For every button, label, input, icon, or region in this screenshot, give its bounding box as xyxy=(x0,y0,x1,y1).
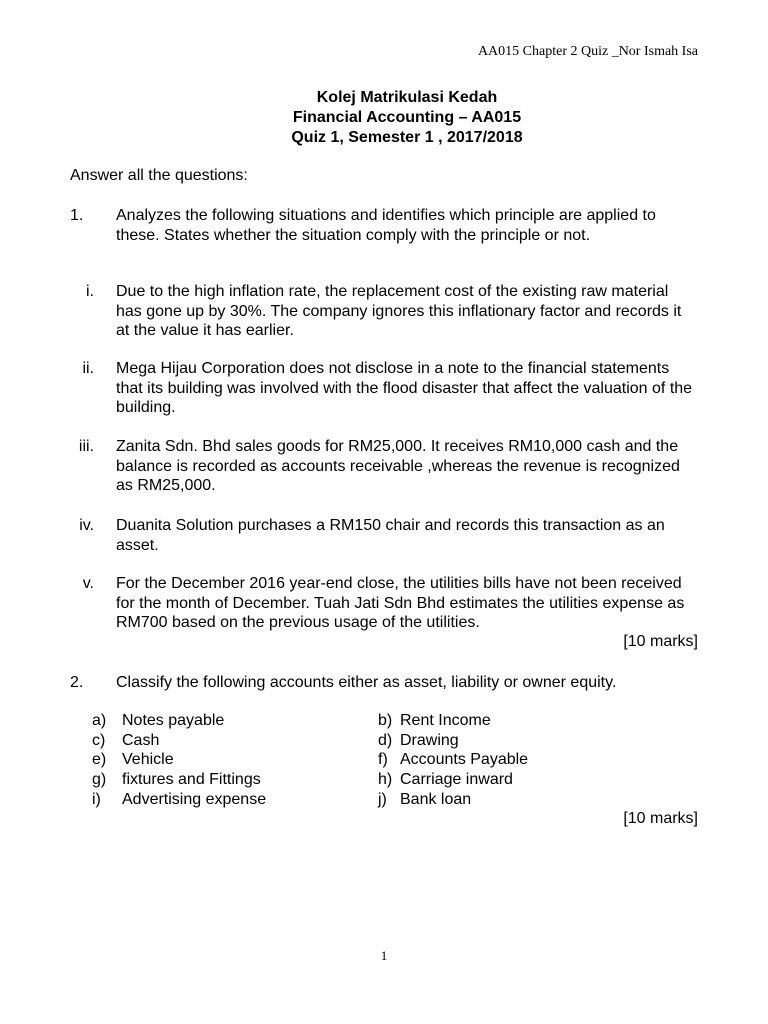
account-item xyxy=(92,711,224,731)
account-label: j) xyxy=(378,790,387,808)
account-name: fixtures and Fittings xyxy=(122,771,261,789)
account-label: g) xyxy=(92,771,107,789)
account-name: Cash xyxy=(122,731,160,749)
account-item xyxy=(92,731,159,751)
account-item xyxy=(378,770,513,790)
question-number: 2. xyxy=(70,674,84,691)
question-2 xyxy=(70,673,698,693)
situation-iv xyxy=(70,516,698,555)
account-name: Accounts Payable xyxy=(400,751,529,769)
situation-v xyxy=(70,574,698,633)
question-text: Classify the following accounts either as asset, liability or owner equity. xyxy=(116,674,617,691)
account-label: i) xyxy=(92,790,101,808)
situation-text: Mega Hijau Corporation does not disclose in a note to the financial statements that its building was involved with the flood disaster that affect the valuation of the building. xyxy=(116,360,693,416)
account-item xyxy=(92,790,266,810)
account-label: d) xyxy=(378,731,393,749)
question-text: Analyzes the following situations and identifies which principle are applied to these. States whether the situation comply with the principle or not. xyxy=(116,207,656,244)
page-number: 1 xyxy=(380,948,388,963)
situation-label: iii. xyxy=(78,438,94,455)
situation-text: Zanita Sdn. Bhd sales goods for RM25,000. It receives RM10,000 cash and the balance is recorded as accounts receivable ,whereas the revenue is recognized as RM25,000. xyxy=(116,438,680,494)
account-name: Rent Income xyxy=(400,712,491,729)
situation-text: Duanita Solution purchases a RM150 chair and records this transaction as an asset. xyxy=(116,517,665,554)
account-name: Bank loan xyxy=(400,790,472,808)
header-note: AA015 Chapter 2 Quiz _Nor Ismah Isa xyxy=(477,44,698,59)
title-quiz: Quiz 1, Semester 1 , 2017/2018 xyxy=(291,129,523,146)
situation-text: For the December 2016 year-end close, the utilities bills have not been received for the month of December. Tuah Jati Sdn Bhd estimates the utilities expense as RM700 based on the previous usage of the utilities. xyxy=(116,575,685,631)
situation-label: i. xyxy=(86,283,94,300)
instruction: Answer all the questions: xyxy=(70,167,248,184)
situation-label: iv. xyxy=(79,517,94,534)
title-course: Financial Accounting – AA015 xyxy=(292,109,522,126)
account-item xyxy=(92,770,261,790)
situation-label: ii. xyxy=(82,360,94,377)
account-label: f) xyxy=(378,751,388,769)
q2-marks: [10 marks] xyxy=(623,810,698,827)
account-label: a) xyxy=(92,712,107,729)
account-name: Carriage inward xyxy=(400,771,513,789)
title-college: Kolej Matrikulasi Kedah xyxy=(316,89,498,106)
account-name: Drawing xyxy=(400,731,459,749)
situation-i xyxy=(70,282,698,341)
question-1 xyxy=(70,206,698,245)
account-label: c) xyxy=(92,731,106,749)
account-item xyxy=(378,750,528,770)
account-label: b) xyxy=(378,712,393,729)
account-item xyxy=(378,731,459,751)
situation-label: v. xyxy=(82,575,94,592)
account-name: Notes payable xyxy=(122,712,225,729)
account-item xyxy=(378,790,471,810)
question-number: 1. xyxy=(70,207,84,224)
account-name: Vehicle xyxy=(122,751,174,769)
account-item xyxy=(92,750,174,770)
account-item xyxy=(378,711,491,731)
situation-ii xyxy=(70,359,698,418)
account-name: Advertising expense xyxy=(122,790,267,808)
title-block xyxy=(0,88,768,148)
account-label: h) xyxy=(378,771,393,789)
situation-iii xyxy=(70,437,698,496)
situation-text: Due to the high inflation rate, the replacement cost of the existing raw material has gone up by 30%. The company ignores this inflationary factor and records it at the value it has earlier. xyxy=(116,283,682,339)
account-label: e) xyxy=(92,751,107,769)
q1-marks: [10 marks] xyxy=(623,633,698,650)
